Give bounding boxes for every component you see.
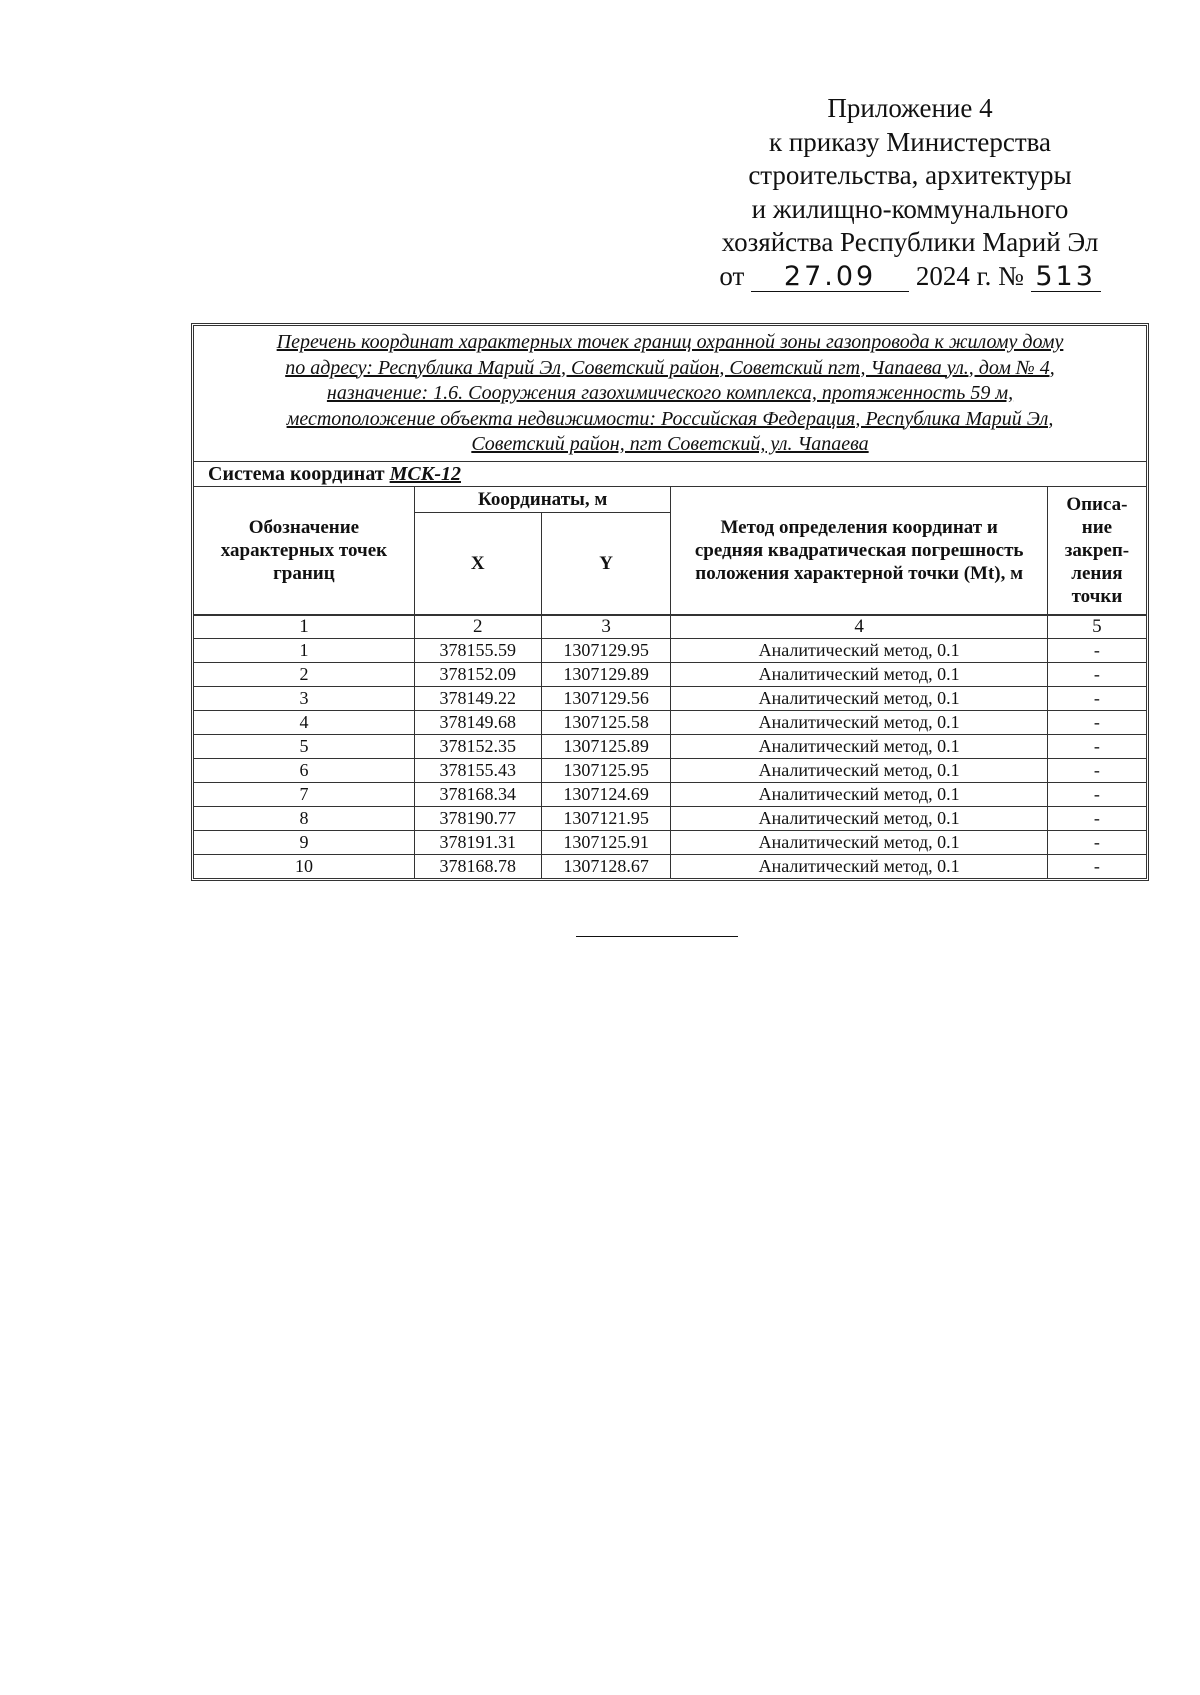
table-row xyxy=(194,758,1146,782)
header-date-line xyxy=(690,260,1130,294)
table-row xyxy=(194,806,1146,830)
title-line: назначение: 1.6. Сооружения газохимического комплекса, протяженность 59 м, xyxy=(326,382,1014,404)
description-cell: - xyxy=(1047,854,1146,878)
x-cell: 378152.35 xyxy=(414,734,541,758)
title-line: по адресу: Республика Марий Эл, Советский район, Советский пгт, Чапаева ул., дом № 4, xyxy=(285,356,1055,379)
description-cell: - xyxy=(1047,806,1146,830)
x-cell: 378168.34 xyxy=(414,782,541,806)
col-header-method: Метод определения координат и средняя квадратическая погрешность положения характерной точки (Mt), м xyxy=(671,487,1047,615)
coordinates-table-frame xyxy=(191,323,1149,881)
x-cell: 378191.31 xyxy=(414,830,541,854)
table-row xyxy=(194,830,1146,854)
col-header-description: Описа-ние закреп-ления точки xyxy=(1047,487,1146,615)
description-cell: - xyxy=(1047,830,1146,854)
y-cell: 1307125.91 xyxy=(541,830,671,854)
method-cell: Аналитический метод, 0.1 xyxy=(671,854,1047,878)
x-cell: 378168.78 xyxy=(414,854,541,878)
coordinate-system-row xyxy=(194,462,1146,487)
col-header-coordinates: Координаты, м xyxy=(414,487,671,513)
coordinates-table xyxy=(194,487,1146,878)
table-title xyxy=(194,326,1146,462)
y-cell: 1307125.95 xyxy=(541,758,671,782)
method-cell: Аналитический метод, 0.1 xyxy=(671,734,1047,758)
description-cell: - xyxy=(1047,638,1146,662)
col-header-y: Y xyxy=(541,512,671,615)
description-cell: - xyxy=(1047,662,1146,686)
table-row xyxy=(194,686,1146,710)
y-cell: 1307129.89 xyxy=(541,662,671,686)
year-label: 2024 г. № xyxy=(915,260,1024,291)
title-line: Перечень координат характерных точек границ охранной зоны газопровода к жилому дому xyxy=(276,331,1064,353)
table-row xyxy=(194,854,1146,878)
table-row xyxy=(194,782,1146,806)
point-cell: 1 xyxy=(194,638,414,662)
point-cell: 3 xyxy=(194,686,414,710)
table-row xyxy=(194,734,1146,758)
y-cell: 1307125.89 xyxy=(541,734,671,758)
description-cell: - xyxy=(1047,734,1146,758)
title-line: местоположение объекта недвижимости: Российская Федерация, Республика Марий Эл, xyxy=(286,407,1054,430)
point-cell: 2 xyxy=(194,662,414,686)
header-row xyxy=(194,487,1146,513)
point-cell: 9 xyxy=(194,830,414,854)
column-number: 3 xyxy=(541,615,671,639)
method-cell: Аналитический метод, 0.1 xyxy=(671,638,1047,662)
column-number-row xyxy=(194,615,1146,639)
point-cell: 7 xyxy=(194,782,414,806)
y-cell: 1307129.56 xyxy=(541,686,671,710)
column-number: 1 xyxy=(194,615,414,639)
handwritten-order-number: 513 xyxy=(1031,263,1101,292)
method-cell: Аналитический метод, 0.1 xyxy=(671,710,1047,734)
point-cell: 10 xyxy=(194,854,414,878)
separator-line xyxy=(576,936,738,937)
header-line-3: строительства, архитектуры xyxy=(748,160,1072,191)
y-cell: 1307128.67 xyxy=(541,854,671,878)
method-cell: Аналитический метод, 0.1 xyxy=(671,782,1047,806)
header-line-4: и жилищно-коммунального xyxy=(751,193,1069,224)
point-cell: 4 xyxy=(194,710,414,734)
point-cell: 5 xyxy=(194,734,414,758)
description-cell: - xyxy=(1047,710,1146,734)
x-cell: 378149.68 xyxy=(414,710,541,734)
col-header-point: Обозначение характерных точек границ xyxy=(194,487,414,615)
table-row xyxy=(194,662,1146,686)
coordinate-system-label: Система координат xyxy=(208,462,385,485)
description-cell: - xyxy=(1047,686,1146,710)
column-number: 2 xyxy=(414,615,541,639)
x-cell: 378155.43 xyxy=(414,758,541,782)
column-number: 4 xyxy=(671,615,1047,639)
handwritten-date: 27.09 xyxy=(751,263,909,292)
table-row xyxy=(194,638,1146,662)
table-row xyxy=(194,710,1146,734)
method-cell: Аналитический метод, 0.1 xyxy=(671,830,1047,854)
y-cell: 1307124.69 xyxy=(541,782,671,806)
point-cell: 8 xyxy=(194,806,414,830)
x-cell: 378149.22 xyxy=(414,686,541,710)
method-cell: Аналитический метод, 0.1 xyxy=(671,758,1047,782)
from-label: от xyxy=(719,260,745,291)
coordinate-system-value: МСК-12 xyxy=(389,462,461,485)
y-cell: 1307125.58 xyxy=(541,710,671,734)
header-line-1: Приложение 4 xyxy=(827,93,993,123)
point-cell: 6 xyxy=(194,758,414,782)
x-cell: 378152.09 xyxy=(414,662,541,686)
column-number: 5 xyxy=(1047,615,1146,639)
y-cell: 1307129.95 xyxy=(541,638,671,662)
description-cell: - xyxy=(1047,758,1146,782)
appendix-header xyxy=(690,92,1130,294)
col-header-x: X xyxy=(414,512,541,615)
title-line: Советский район, пгт Советский, ул. Чапаева xyxy=(471,433,869,455)
x-cell: 378155.59 xyxy=(414,638,541,662)
header-line-2: к приказу Министерства xyxy=(768,126,1052,157)
x-cell: 378190.77 xyxy=(414,806,541,830)
method-cell: Аналитический метод, 0.1 xyxy=(671,662,1047,686)
y-cell: 1307121.95 xyxy=(541,806,671,830)
method-cell: Аналитический метод, 0.1 xyxy=(671,806,1047,830)
header-line-5: хозяйства Республики Марий Эл xyxy=(721,227,1099,258)
method-cell: Аналитический метод, 0.1 xyxy=(671,686,1047,710)
description-cell: - xyxy=(1047,782,1146,806)
